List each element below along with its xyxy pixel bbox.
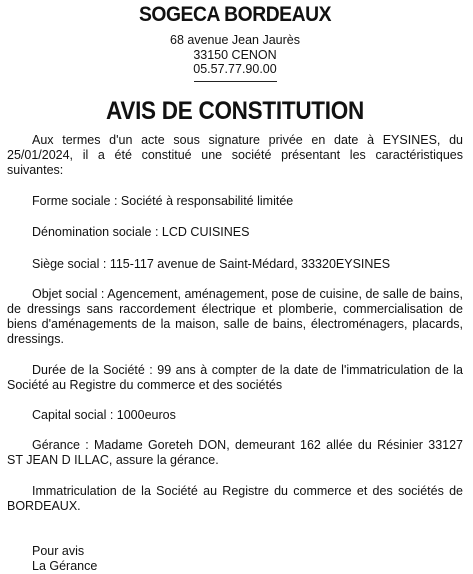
notice-denomination: Dénomination sociale : LCD CUISINES: [32, 225, 250, 240]
notice-duree: Durée de la Société : 99 ans à compter de la date de l'immatriculation de la Société au Registre du commerce et des sociétés: [7, 362, 463, 392]
notice-intro: Aux termes d'un acte sous signature privée en date à EYSINES, du 25/01/2024, il a été constitué une société présentant les caractéristiques suivantes:: [7, 132, 463, 177]
notice-title: AVIS DE CONSTITUTION: [106, 96, 364, 125]
notice-forme-sociale: Forme sociale : Société à responsabilité limitée: [32, 194, 294, 209]
company-address: [7, 33, 463, 77]
company-phone: 05.57.77.90.00: [193, 62, 277, 76]
notice-siege-social: Siège social : 115-117 avenue de Saint-Médard, 33320EYSINES: [32, 256, 391, 271]
address-street: 68 avenue Jean Jaurès: [170, 33, 300, 47]
notice-gerance: Gérance : Madame Goreteh DON, demeurant 162 allée du Résinier 33127 ST JEAN D ILLAC, assure la gérance.: [7, 438, 463, 468]
signature-gerance: La Gérance: [32, 559, 98, 574]
notice-immatriculation: Immatriculation de la Société au Registre du commerce et des sociétés de BORDEAUX.: [7, 483, 463, 513]
signature-block: [7, 544, 463, 574]
signature-pour-avis: Pour avis: [32, 543, 85, 558]
notice-capital: Capital social : 1000euros: [32, 407, 176, 422]
notice-objet-social: Objet social : Agencement, aménagement, pose de cuisine, de salle de bains, de dressings sans raccordement électrique et plomberie, commercialisation de biens d'aménagements de la maison, salle de bains, électroménagers, placards, dressings.: [7, 286, 463, 347]
address-city: 33150 CENON: [193, 47, 277, 62]
header-divider: [194, 81, 277, 82]
company-name: SOGECA BORDEAUX: [138, 3, 332, 26]
